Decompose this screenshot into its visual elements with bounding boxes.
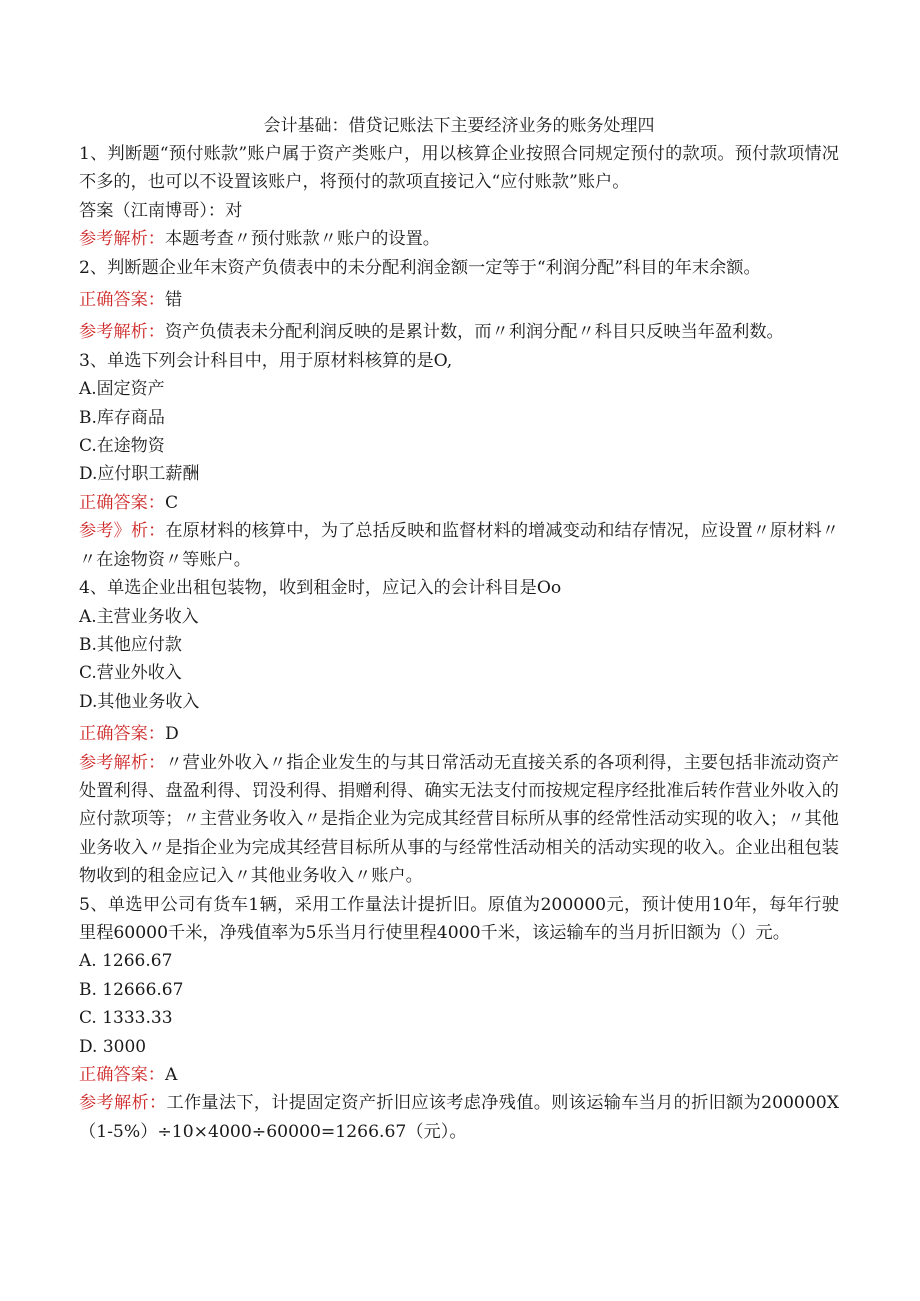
question-stem: 5、单选甲公司有货车1辆，采用工作量法计提折旧。原值为200000元，预计使用10年，每年行驶里程60000千米，净残值率为5乐当月行使里程4000千米，该运输车的当月折旧额为（）元。 (79, 894, 839, 943)
option-d: D.应付职工薪酬 (79, 464, 200, 485)
option-a: A.固定资产 (79, 379, 165, 400)
question-stem: 3、单选下列会计科目中，用于原材料核算的是O, (79, 350, 453, 371)
option-b: B.库存商品 (79, 407, 165, 428)
option-d: D. 3000 (79, 1036, 147, 1057)
option-a: A. 1266.67 (79, 951, 173, 972)
analysis-text: 在原材料的核算中，为了总括反映和监督材料的增减变动和结存情况，应设置〃原材料〃〃在途物资〃等账户。 (79, 521, 839, 570)
question-3 (79, 347, 839, 574)
question-stem: 2、判断题企业年末资产负债表中的未分配利润金额一定等于“利润分配”科目的年末余额。 (79, 257, 761, 278)
answer-value: A (164, 1065, 178, 1085)
analysis-line (79, 225, 839, 253)
answer-label: 正确答案： (79, 492, 165, 513)
analysis-label: 参考解析： (79, 1093, 167, 1114)
analysis-label: 参考解析： (79, 229, 165, 250)
question-4 (79, 574, 839, 890)
answer-line (79, 489, 839, 517)
answer-value: D (164, 724, 179, 745)
question-stem: 4、单选企业出租包装物，收到租金时，应记入的会计科目是Oo (79, 578, 562, 599)
answer-value: 错 (164, 290, 183, 311)
option-c: C. 1333.33 (79, 1008, 173, 1029)
answer-label: 正确答案： (79, 290, 165, 311)
answer-label: 正确答案： (79, 1065, 165, 1085)
analysis-text: 资产负债表未分配利润反映的是累计数，而〃利润分配〃科目只反映当年盈利数。 (164, 322, 784, 343)
analysis-text: 〃营业外收入〃指企业发生的与其日常活动无直接关系的各项利得，主要包括非流动资产处置利得、盘盈利得、罚没利得、捐赠利得、确实无法支付而按规定程序经批准后转作营业外收入的应付款项等；〃主营业务收入〃是指企业为完成其经营目标所从事的经常性活动实现的收入；〃其他业务收入〃是指企业为完成其经营目标所从事的与经常性活动相关的活动实现的收入。企业出租包装物收到的租金应记入〃其他业务收入〃账户。 (79, 752, 839, 887)
document-title: 会计基础：借贷记账法下主要经济业务的账务处理四 (263, 116, 655, 136)
answer-line: 答案（江南博哥）：对 (79, 200, 243, 221)
document-page (79, 112, 839, 1146)
analysis-line (79, 517, 839, 574)
answer-line (79, 720, 839, 748)
analysis-label: 参考》析： (79, 521, 166, 542)
answer-value: C (164, 492, 179, 513)
option-a: A.主营业务收入 (79, 606, 199, 627)
analysis-text: 本题考查〃预付账款〃账户的设置。 (164, 229, 440, 250)
option-c: C.在途物资 (79, 436, 165, 457)
option-b: B. 12666.67 (79, 979, 184, 1000)
analysis-label: 参考解析： (79, 322, 165, 343)
analysis-line (79, 1089, 839, 1146)
answer-line (79, 286, 839, 314)
option-d: D.其他业务收入 (79, 691, 200, 712)
question-1 (79, 140, 839, 254)
question-2 (79, 254, 839, 347)
analysis-text: 工作量法下，计提固定资产折旧应该考虑净残值。则该运输车当月的折旧额为200000X（1-5%）÷10×4000÷60000=1266.67（元）。 (79, 1093, 839, 1142)
question-stem: 1、判断题“预付账款”账户属于资产类账户，用以核算企业按照合同规定预付的款项。预付款项情况不多的，也可以不设置该账户，将预付的款项直接记入“应付账款”账户。 (79, 144, 839, 193)
question-5 (79, 891, 839, 1147)
analysis-line (79, 318, 839, 346)
answer-line (79, 1061, 839, 1089)
answer-label: 正确答案： (79, 724, 165, 745)
analysis-label: 参考解析： (79, 752, 166, 773)
option-b: B.其他应付款 (79, 634, 182, 655)
analysis-line (79, 749, 839, 891)
option-c: C.营业外收入 (79, 663, 182, 684)
